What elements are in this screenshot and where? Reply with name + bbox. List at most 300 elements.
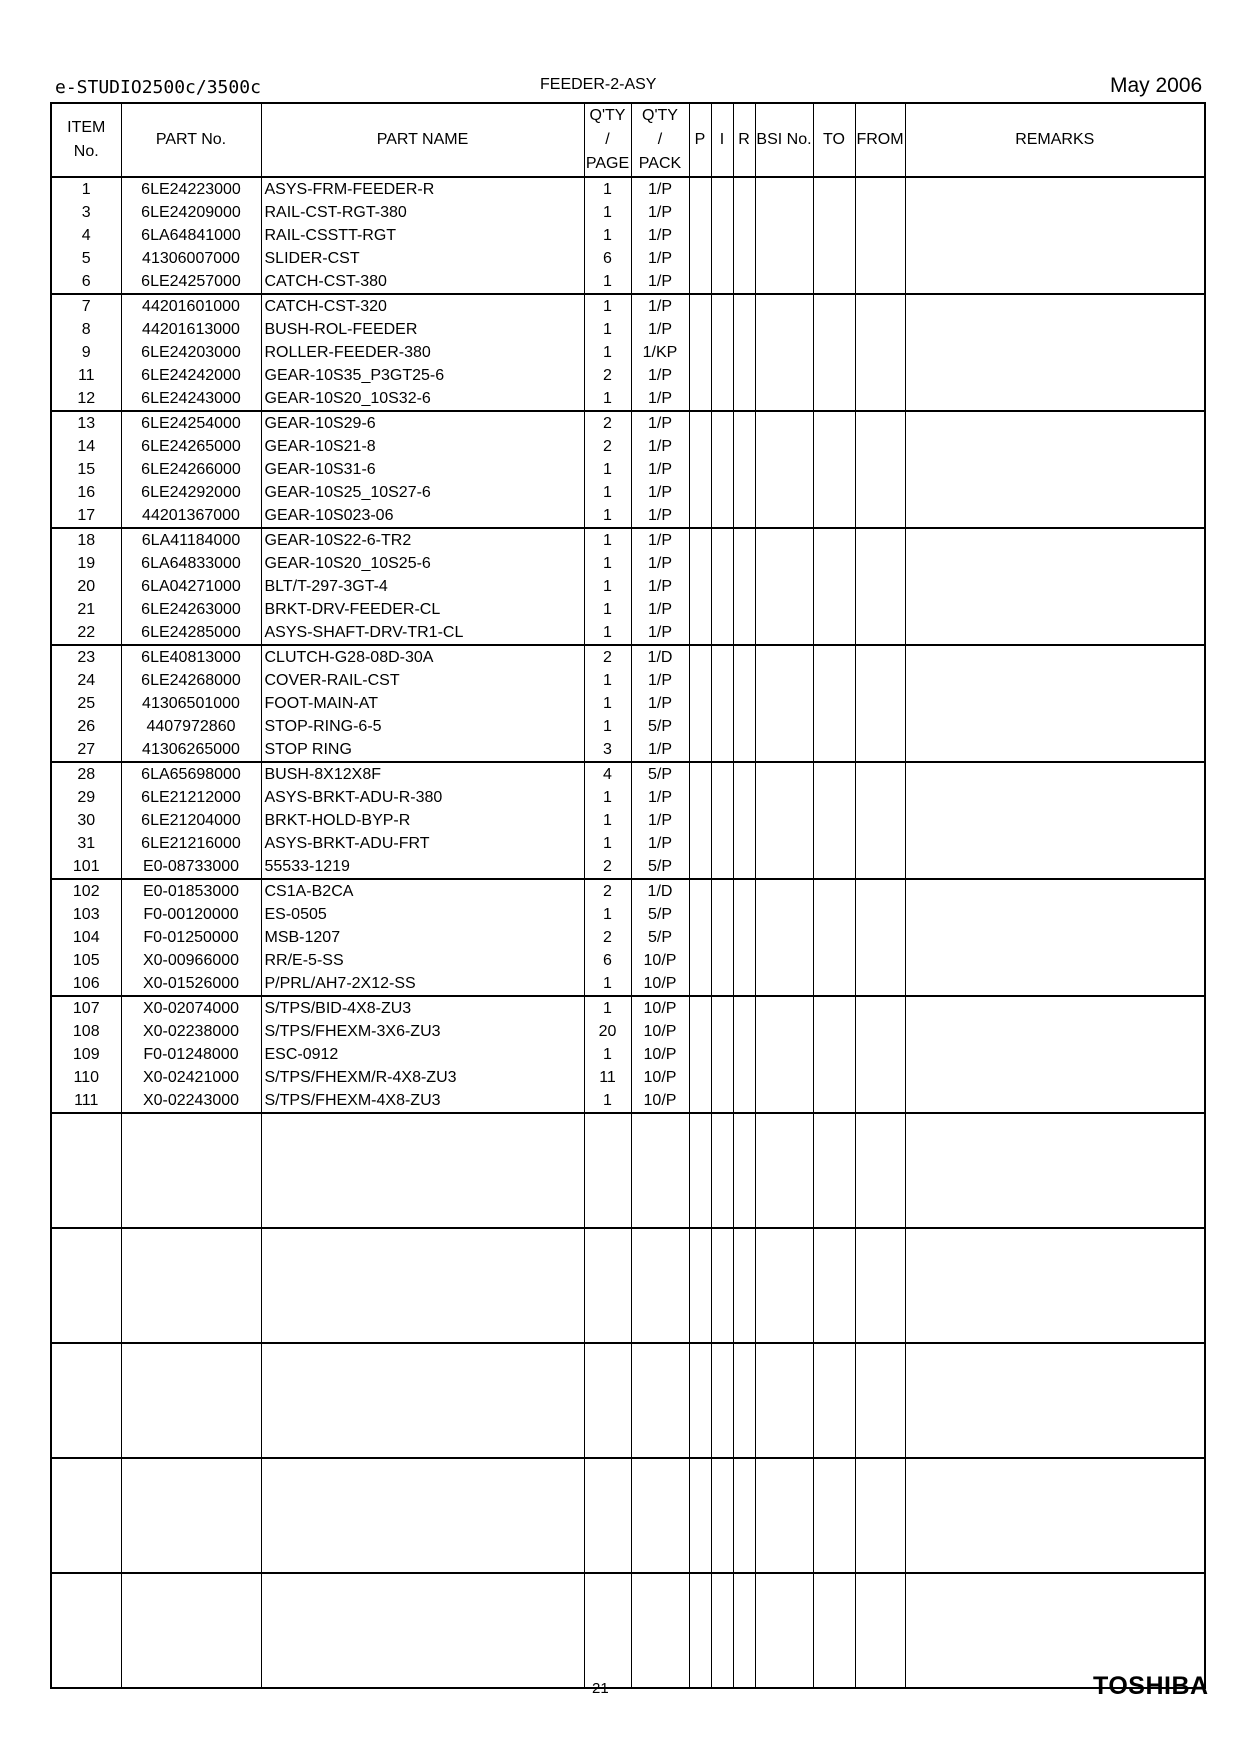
bsi-cell	[755, 879, 813, 903]
col-header-remarks: REMARKS	[905, 103, 1205, 177]
item-no: 105	[51, 949, 121, 972]
blank-cell	[689, 1228, 711, 1343]
blank-cell	[631, 1228, 689, 1343]
part-name: GEAR-10S35_P3GT25-6	[261, 364, 584, 387]
part-name: CATCH-CST-320	[261, 294, 584, 318]
remarks-cell	[905, 972, 1205, 996]
from-cell	[855, 411, 905, 435]
p-cell	[689, 458, 711, 481]
to-cell	[813, 575, 855, 598]
p-cell	[689, 949, 711, 972]
item-no: 24	[51, 669, 121, 692]
p-cell	[689, 1066, 711, 1089]
remarks-cell	[905, 247, 1205, 270]
r-cell	[733, 575, 755, 598]
qty-per-page: 1	[584, 177, 631, 201]
blank-cell	[855, 1458, 905, 1573]
qty-per-page: 3	[584, 738, 631, 762]
qty-per-pack: 1/P	[631, 294, 689, 318]
qty-per-pack: 1/P	[631, 504, 689, 528]
to-cell	[813, 1043, 855, 1066]
item-no: 20	[51, 575, 121, 598]
blank-cell	[733, 1458, 755, 1573]
remarks-cell	[905, 879, 1205, 903]
item-no: 23	[51, 645, 121, 669]
p-cell	[689, 738, 711, 762]
table-row	[51, 669, 1205, 692]
remarks-cell	[905, 855, 1205, 879]
p-cell	[689, 879, 711, 903]
p-cell	[689, 318, 711, 341]
to-cell	[813, 598, 855, 621]
remarks-cell	[905, 738, 1205, 762]
bsi-cell	[755, 201, 813, 224]
to-cell	[813, 504, 855, 528]
to-cell	[813, 247, 855, 270]
bsi-cell	[755, 247, 813, 270]
blank-cell	[733, 1343, 755, 1458]
to-cell	[813, 738, 855, 762]
bsi-cell	[755, 528, 813, 552]
i-cell	[711, 1066, 733, 1089]
part-name: S/TPS/FHEXM-4X8-ZU3	[261, 1089, 584, 1113]
p-cell	[689, 552, 711, 575]
qty-per-pack: 1/P	[631, 270, 689, 294]
p-cell	[689, 294, 711, 318]
to-cell	[813, 435, 855, 458]
r-cell	[733, 996, 755, 1020]
part-name: MSB-1207	[261, 926, 584, 949]
part-no: 6LE24254000	[121, 411, 261, 435]
from-cell	[855, 387, 905, 411]
blank-row	[51, 1343, 1205, 1458]
table-row	[51, 364, 1205, 387]
qty-per-page: 1	[584, 201, 631, 224]
p-cell	[689, 177, 711, 201]
r-cell	[733, 411, 755, 435]
p-cell	[689, 247, 711, 270]
bsi-cell	[755, 692, 813, 715]
to-cell	[813, 786, 855, 809]
i-cell	[711, 692, 733, 715]
table-row	[51, 1089, 1205, 1113]
blank-cell	[631, 1573, 689, 1688]
item-no: 28	[51, 762, 121, 786]
i-cell	[711, 435, 733, 458]
to-cell	[813, 692, 855, 715]
bsi-cell	[755, 458, 813, 481]
r-cell	[733, 224, 755, 247]
part-name: BUSH-ROL-FEEDER	[261, 318, 584, 341]
p-cell	[689, 481, 711, 504]
part-name: STOP RING	[261, 738, 584, 762]
bsi-cell	[755, 715, 813, 738]
r-cell	[733, 270, 755, 294]
qty-per-pack: 1/P	[631, 832, 689, 855]
to-cell	[813, 458, 855, 481]
bsi-cell	[755, 786, 813, 809]
qty-per-page: 2	[584, 411, 631, 435]
from-cell	[855, 481, 905, 504]
item-no: 22	[51, 621, 121, 645]
r-cell	[733, 528, 755, 552]
i-cell	[711, 1089, 733, 1113]
section-title: FEEDER-2-ASY	[540, 76, 657, 93]
item-no: 27	[51, 738, 121, 762]
p-cell	[689, 809, 711, 832]
to-cell	[813, 996, 855, 1020]
p-cell	[689, 972, 711, 996]
from-cell	[855, 949, 905, 972]
qty-per-page: 6	[584, 949, 631, 972]
to-cell	[813, 621, 855, 645]
part-name: ASYS-BRKT-ADU-R-380	[261, 786, 584, 809]
to-cell	[813, 364, 855, 387]
p-cell	[689, 598, 711, 621]
col-header-from: FROM	[855, 103, 905, 177]
remarks-cell	[905, 387, 1205, 411]
p-cell	[689, 411, 711, 435]
part-name: GEAR-10S25_10S27-6	[261, 481, 584, 504]
i-cell	[711, 458, 733, 481]
i-cell	[711, 996, 733, 1020]
i-cell	[711, 786, 733, 809]
bsi-cell	[755, 341, 813, 364]
blank-cell	[905, 1343, 1205, 1458]
item-no: 13	[51, 411, 121, 435]
part-name: COVER-RAIL-CST	[261, 669, 584, 692]
bsi-cell	[755, 621, 813, 645]
i-cell	[711, 201, 733, 224]
parts-table	[50, 102, 1206, 1689]
part-no: 6LE40813000	[121, 645, 261, 669]
to-cell	[813, 201, 855, 224]
part-no: 6LA65698000	[121, 762, 261, 786]
table-row	[51, 270, 1205, 294]
to-cell	[813, 972, 855, 996]
item-no: 11	[51, 364, 121, 387]
item-no: 17	[51, 504, 121, 528]
part-name: 55533-1219	[261, 855, 584, 879]
i-cell	[711, 387, 733, 411]
part-name: S/TPS/BID-4X8-ZU3	[261, 996, 584, 1020]
remarks-cell	[905, 598, 1205, 621]
issue-date: May 2006	[1110, 74, 1203, 97]
to-cell	[813, 318, 855, 341]
qty-per-pack: 1/P	[631, 177, 689, 201]
to-cell	[813, 715, 855, 738]
r-cell	[733, 1066, 755, 1089]
bsi-cell	[755, 364, 813, 387]
p-cell	[689, 715, 711, 738]
qty-per-pack: 1/P	[631, 552, 689, 575]
from-cell	[855, 738, 905, 762]
i-cell	[711, 645, 733, 669]
from-cell	[855, 832, 905, 855]
i-cell	[711, 738, 733, 762]
remarks-cell	[905, 1066, 1205, 1089]
r-cell	[733, 879, 755, 903]
i-cell	[711, 318, 733, 341]
from-cell	[855, 201, 905, 224]
part-name: BUSH-8X12X8F	[261, 762, 584, 786]
r-cell	[733, 1043, 755, 1066]
qty-per-page: 1	[584, 224, 631, 247]
part-name: ROLLER-FEEDER-380	[261, 341, 584, 364]
brand-logo: TOSHIBA	[1093, 1672, 1209, 1700]
to-cell	[813, 762, 855, 786]
part-name: S/TPS/FHEXM-3X6-ZU3	[261, 1020, 584, 1043]
i-cell	[711, 972, 733, 996]
table-row	[51, 552, 1205, 575]
blank-cell	[584, 1573, 631, 1688]
table-row	[51, 247, 1205, 270]
table-row	[51, 1020, 1205, 1043]
from-cell	[855, 903, 905, 926]
r-cell	[733, 598, 755, 621]
from-cell	[855, 598, 905, 621]
col-header-i: I	[711, 103, 733, 177]
item-no: 102	[51, 879, 121, 903]
blank-cell	[813, 1113, 855, 1228]
table-row	[51, 177, 1205, 201]
qty-per-pack: 1/P	[631, 528, 689, 552]
r-cell	[733, 972, 755, 996]
part-name: RAIL-CSSTT-RGT	[261, 224, 584, 247]
table-row	[51, 949, 1205, 972]
blank-cell	[51, 1573, 121, 1688]
qty-per-page: 1	[584, 669, 631, 692]
part-no: 6LE24268000	[121, 669, 261, 692]
blank-cell	[121, 1113, 261, 1228]
from-cell	[855, 341, 905, 364]
from-cell	[855, 1089, 905, 1113]
table-row	[51, 738, 1205, 762]
bsi-cell	[755, 411, 813, 435]
to-cell	[813, 177, 855, 201]
table-row	[51, 318, 1205, 341]
p-cell	[689, 201, 711, 224]
r-cell	[733, 177, 755, 201]
bsi-cell	[755, 926, 813, 949]
from-cell	[855, 621, 905, 645]
part-no: F0-01250000	[121, 926, 261, 949]
table-row	[51, 762, 1205, 786]
part-name: GEAR-10S20_10S25-6	[261, 552, 584, 575]
blank-cell	[755, 1113, 813, 1228]
remarks-cell	[905, 949, 1205, 972]
blank-cell	[813, 1343, 855, 1458]
bsi-cell	[755, 832, 813, 855]
part-name: GEAR-10S023-06	[261, 504, 584, 528]
bsi-cell	[755, 435, 813, 458]
blank-cell	[121, 1458, 261, 1573]
part-no: 6LE24209000	[121, 201, 261, 224]
item-no: 8	[51, 318, 121, 341]
from-cell	[855, 504, 905, 528]
table-row	[51, 903, 1205, 926]
blank-cell	[261, 1573, 584, 1688]
p-cell	[689, 903, 711, 926]
to-cell	[813, 855, 855, 879]
bsi-cell	[755, 809, 813, 832]
blank-cell	[755, 1573, 813, 1688]
qty-per-pack: 1/D	[631, 645, 689, 669]
from-cell	[855, 294, 905, 318]
remarks-cell	[905, 435, 1205, 458]
p-cell	[689, 528, 711, 552]
qty-per-page: 1	[584, 528, 631, 552]
model-name: e-STUDIO2500c/3500c	[55, 77, 261, 98]
qty-per-pack: 5/P	[631, 715, 689, 738]
qty-per-pack: 1/D	[631, 879, 689, 903]
p-cell	[689, 926, 711, 949]
part-name: BRKT-DRV-FEEDER-CL	[261, 598, 584, 621]
remarks-cell	[905, 762, 1205, 786]
bsi-cell	[755, 1089, 813, 1113]
part-no: 6LE21216000	[121, 832, 261, 855]
from-cell	[855, 809, 905, 832]
qty-per-page: 1	[584, 294, 631, 318]
blank-cell	[711, 1573, 733, 1688]
r-cell	[733, 645, 755, 669]
item-no: 6	[51, 270, 121, 294]
blank-row	[51, 1458, 1205, 1573]
col-header-part-name: PART NAME	[261, 103, 584, 177]
qty-per-pack: 5/P	[631, 762, 689, 786]
r-cell	[733, 458, 755, 481]
item-no: 29	[51, 786, 121, 809]
part-no: 6LA41184000	[121, 528, 261, 552]
qty-per-page: 2	[584, 879, 631, 903]
qty-per-page: 1	[584, 552, 631, 575]
qty-per-pack: 10/P	[631, 1089, 689, 1113]
item-no: 108	[51, 1020, 121, 1043]
part-no: F0-01248000	[121, 1043, 261, 1066]
blank-cell	[631, 1458, 689, 1573]
to-cell	[813, 481, 855, 504]
item-no: 15	[51, 458, 121, 481]
remarks-cell	[905, 926, 1205, 949]
qty-per-pack: 5/P	[631, 855, 689, 879]
from-cell	[855, 528, 905, 552]
r-cell	[733, 481, 755, 504]
blank-cell	[905, 1573, 1205, 1688]
blank-cell	[51, 1458, 121, 1573]
from-cell	[855, 177, 905, 201]
from-cell	[855, 552, 905, 575]
qty-per-pack: 10/P	[631, 1020, 689, 1043]
qty-per-page: 4	[584, 762, 631, 786]
bsi-cell	[755, 387, 813, 411]
table-header-row	[51, 103, 1205, 177]
part-name: ES-0505	[261, 903, 584, 926]
table-row	[51, 1066, 1205, 1089]
part-no: 6LE24265000	[121, 435, 261, 458]
blank-cell	[855, 1228, 905, 1343]
i-cell	[711, 832, 733, 855]
item-no: 111	[51, 1089, 121, 1113]
item-no: 7	[51, 294, 121, 318]
item-no: 3	[51, 201, 121, 224]
table-row	[51, 1043, 1205, 1066]
qty-per-pack: 10/P	[631, 1066, 689, 1089]
item-no: 16	[51, 481, 121, 504]
remarks-cell	[905, 832, 1205, 855]
blank-cell	[755, 1343, 813, 1458]
part-name: P/PRL/AH7-2X12-SS	[261, 972, 584, 996]
r-cell	[733, 1089, 755, 1113]
i-cell	[711, 926, 733, 949]
to-cell	[813, 903, 855, 926]
from-cell	[855, 879, 905, 903]
i-cell	[711, 411, 733, 435]
table-row	[51, 294, 1205, 318]
blank-cell	[733, 1573, 755, 1688]
r-cell	[733, 294, 755, 318]
blank-cell	[813, 1573, 855, 1688]
remarks-cell	[905, 1089, 1205, 1113]
bsi-cell	[755, 294, 813, 318]
part-name: BRKT-HOLD-BYP-R	[261, 809, 584, 832]
i-cell	[711, 224, 733, 247]
col-header-part-no: PART No.	[121, 103, 261, 177]
p-cell	[689, 575, 711, 598]
from-cell	[855, 926, 905, 949]
blank-cell	[51, 1113, 121, 1228]
part-no: 44201367000	[121, 504, 261, 528]
part-no: X0-02243000	[121, 1089, 261, 1113]
blank-cell	[261, 1113, 584, 1228]
part-no: 6LE24292000	[121, 481, 261, 504]
bsi-cell	[755, 177, 813, 201]
from-cell	[855, 270, 905, 294]
remarks-cell	[905, 715, 1205, 738]
item-no: 12	[51, 387, 121, 411]
from-cell	[855, 972, 905, 996]
i-cell	[711, 481, 733, 504]
blank-cell	[261, 1228, 584, 1343]
qty-per-pack: 1/KP	[631, 341, 689, 364]
bsi-cell	[755, 855, 813, 879]
i-cell	[711, 341, 733, 364]
remarks-cell	[905, 692, 1205, 715]
bsi-cell	[755, 575, 813, 598]
r-cell	[733, 364, 755, 387]
remarks-cell	[905, 786, 1205, 809]
from-cell	[855, 1020, 905, 1043]
part-no: X0-00966000	[121, 949, 261, 972]
table-row	[51, 528, 1205, 552]
blank-cell	[855, 1343, 905, 1458]
i-cell	[711, 949, 733, 972]
bsi-cell	[755, 645, 813, 669]
remarks-cell	[905, 903, 1205, 926]
table-row	[51, 598, 1205, 621]
bsi-cell	[755, 949, 813, 972]
remarks-cell	[905, 294, 1205, 318]
blank-cell	[51, 1343, 121, 1458]
qty-per-page: 1	[584, 341, 631, 364]
remarks-cell	[905, 552, 1205, 575]
blank-cell	[121, 1573, 261, 1688]
qty-per-pack: 1/P	[631, 364, 689, 387]
part-name: STOP-RING-6-5	[261, 715, 584, 738]
qty-per-page: 1	[584, 786, 631, 809]
table-row	[51, 855, 1205, 879]
table-row	[51, 715, 1205, 738]
bsi-cell	[755, 903, 813, 926]
